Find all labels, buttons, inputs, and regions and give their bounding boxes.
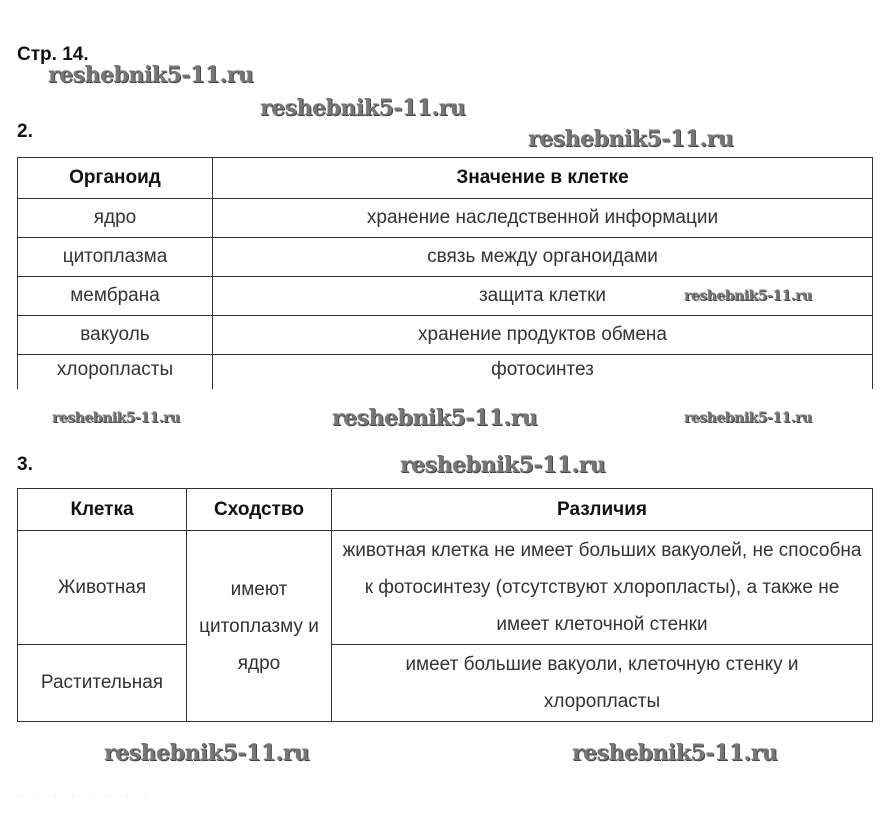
watermark: reshebnik5-11.ru xyxy=(572,740,778,766)
organoid-cell: мембрана xyxy=(18,277,213,316)
organoid-cell: ядро xyxy=(18,199,213,238)
watermark: reshebnik5-11.ru xyxy=(684,288,812,304)
table-row xyxy=(18,531,873,645)
difference-cell: имеет большие вакуоли, клеточную стенку и хлоропласты xyxy=(332,645,873,722)
table-row xyxy=(18,355,873,390)
column-header: Органоид xyxy=(18,158,213,199)
table-row xyxy=(18,645,873,722)
page-label: Стр. 14. xyxy=(17,44,89,65)
function-cell: фотосинтез xyxy=(213,355,873,390)
organoid-cell: цитоплазма xyxy=(18,238,213,277)
watermark: reshebnik5-11.ru xyxy=(260,95,466,121)
watermark: reshebnik5-11.ru xyxy=(104,740,310,766)
watermark: reshebnik5-11.ru xyxy=(684,410,812,426)
cell-type-cell: Животная xyxy=(18,531,187,645)
table-row xyxy=(18,238,873,277)
difference-cell: животная клетка не имеет больших вакуолей, не способна к фотосинтезу (отсутствуют хлоропласты), а также не имеет клеточной стенки xyxy=(332,531,873,645)
function-cell: хранение наследственной информации xyxy=(213,199,873,238)
column-header: Значение в клетке xyxy=(213,158,873,199)
column-header: Сходство xyxy=(187,489,332,531)
cell-comparison-table xyxy=(17,488,873,722)
organoid-cell: хлоропласты xyxy=(18,355,213,390)
organoid-table xyxy=(17,157,873,389)
function-cell: хранение продуктов обмена xyxy=(213,316,873,355)
table-header-row xyxy=(18,158,873,199)
table-header-row xyxy=(18,489,873,531)
function-cell: связь между органоидами xyxy=(213,238,873,277)
organoid-cell: вакуоль xyxy=(18,316,213,355)
table-row xyxy=(18,199,873,238)
column-header: Различия xyxy=(332,489,873,531)
watermark: reshebnik5-11.ru xyxy=(400,452,606,478)
function-cell: защита клетки xyxy=(213,277,873,316)
watermark: reshebnik5-11.ru xyxy=(332,405,538,431)
column-header: Клетка xyxy=(18,489,187,531)
watermark: reshebnik5-11.ru xyxy=(48,62,254,88)
table-row xyxy=(18,316,873,355)
cell-type-cell: Растительная xyxy=(18,645,187,722)
similarity-cell: имеют цитоплазму и ядро xyxy=(187,531,332,722)
task-3-number: 3. xyxy=(17,454,33,475)
task-2-number: 2. xyxy=(17,121,33,142)
watermark: reshebnik5-11.ru xyxy=(528,126,734,152)
watermark: reshebnik5-11.ru xyxy=(52,410,180,426)
scan-artifact-dots: · · · · · · · · xyxy=(17,790,154,801)
